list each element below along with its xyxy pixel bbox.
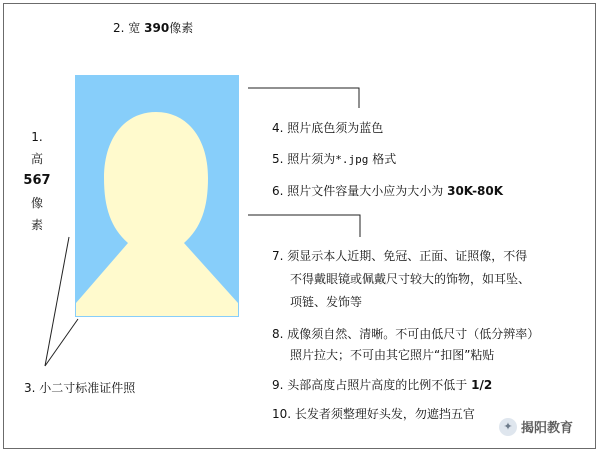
requirement-text-suffix: 格式 <box>368 152 397 166</box>
requirement-6 <box>272 182 503 200</box>
height-label-unit-1: 像 <box>30 196 43 210</box>
width-label-unit: 像素 <box>169 21 194 35</box>
width-label-text: 宽 <box>128 21 141 35</box>
width-label-number: 2. <box>113 21 125 35</box>
requirement-9 <box>272 376 492 394</box>
requirement-8-line-2: 照片拉大；不可由其它照片“扣图”粘贴 <box>290 348 495 362</box>
requirement-number: 4. <box>272 121 284 135</box>
requirement-number: 6. <box>272 184 284 198</box>
width-label-value: 390 <box>144 21 170 35</box>
requirement-7-line-3: 项链、发饰等 <box>290 295 363 309</box>
file-size-range: 30K-80K <box>447 184 504 198</box>
file-extension: *.jpg <box>335 153 369 166</box>
requirement-text: 头部高度占照片高度的比例不低于 <box>287 378 472 392</box>
leader-line-top <box>248 88 359 108</box>
requirement-number: 9. <box>272 378 284 392</box>
requirement-7-line-2: 不得戴眼镜或佩戴尺寸较大的饰物，如耳坠、 <box>290 272 531 286</box>
requirement-8 <box>272 325 539 343</box>
requirement-number: 7. <box>272 249 284 263</box>
photo-size-number: 3. <box>24 381 36 395</box>
requirement-number: 5. <box>272 152 284 166</box>
head-ratio: 1/2 <box>471 378 493 392</box>
photo-size-label <box>24 379 135 397</box>
height-label-number: 1. <box>31 130 43 144</box>
requirement-text: 须显示本人近期、免冠、正面、证照像，不得 <box>287 249 528 263</box>
wechat-icon: ✦ <box>499 418 517 436</box>
leader-line-middle <box>248 215 360 237</box>
requirement-4 <box>272 119 383 137</box>
requirement-text: 长发者须整理好头发，勿遮挡五官 <box>294 407 475 421</box>
height-label <box>17 126 57 236</box>
photo-size-text: 小二寸标准证件照 <box>39 381 136 395</box>
watermark-text: 揭阳教育 <box>521 421 574 436</box>
requirement-10 <box>272 405 475 423</box>
requirement-text: 照片底色须为蓝色 <box>287 121 384 135</box>
leader-line-left-1 <box>45 237 69 366</box>
requirement-number: 10. <box>272 407 292 421</box>
leader-line-left-2 <box>45 319 78 366</box>
requirement-5 <box>272 150 396 169</box>
requirement-7 <box>272 247 527 265</box>
width-label <box>113 19 193 37</box>
requirement-number: 8. <box>272 327 284 341</box>
requirement-text: 照片文件容量大小应为大小为 <box>287 184 448 198</box>
height-label-unit-2: 素 <box>30 218 43 232</box>
height-label-text: 高 <box>30 152 43 166</box>
requirement-text: 成像须自然、清晰。不可由低尺寸（低分辨率） <box>287 327 540 341</box>
height-label-value: 567 <box>23 173 51 188</box>
requirement-text: 照片须为 <box>287 152 336 166</box>
